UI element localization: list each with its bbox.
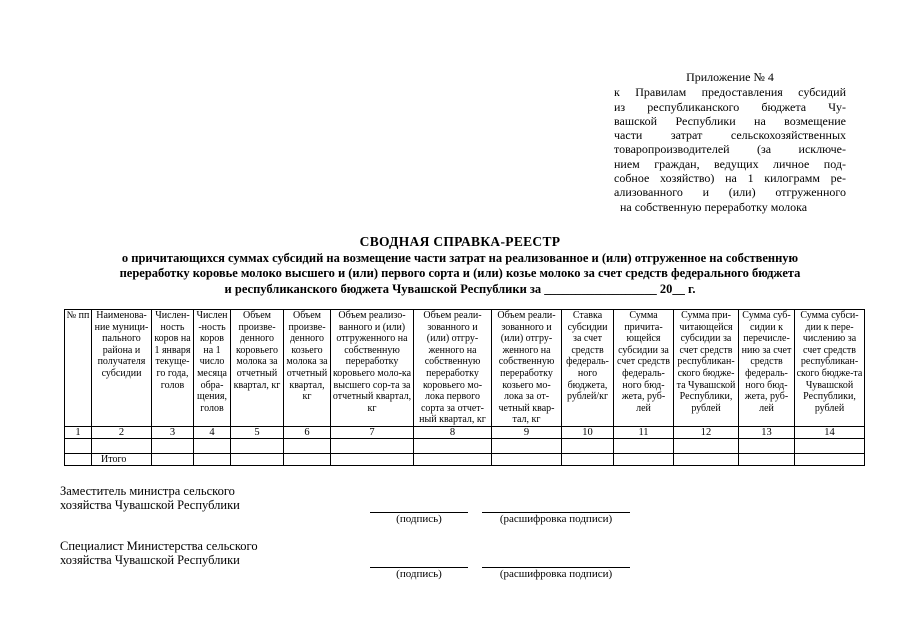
appendix-block (614, 70, 846, 214)
column-number: 1 (65, 427, 92, 439)
column-number: 4 (194, 427, 231, 439)
table-cell (284, 439, 331, 454)
table-cell (331, 454, 414, 466)
table-cell (92, 439, 152, 454)
table-cell (65, 439, 92, 454)
table-cell (194, 454, 231, 466)
column-number: 5 (231, 427, 284, 439)
table-cell (414, 439, 492, 454)
signer-position-line: Специалист Министерства сельского (60, 539, 258, 553)
table-cell (331, 439, 414, 454)
appendix-line: части затрат сельскохозяйственных (614, 128, 846, 143)
signer-position-deputy-minister (60, 484, 240, 512)
column-header: Наименова-ние муници-пального района и получателя субсидии (92, 310, 152, 427)
column-header: Объем произве-денного козьего молока за отчетный квартал, кг (284, 310, 331, 427)
signature-decoding-caption: (расшифровка подписи) (499, 568, 613, 580)
column-number: 2 (92, 427, 152, 439)
document-subtitle-line: переработку коровье молоко высшего и (или) первого сорта и (или) козье молоко за счет средств федерального бюджета (119, 266, 801, 280)
column-number: 6 (284, 427, 331, 439)
appendix-line: собное хозяйство) на 1 килограмм ре- (614, 171, 846, 186)
document-title: СВОДНАЯ СПРАВКА-РЕЕСТР (359, 234, 561, 249)
table-cell (614, 454, 674, 466)
column-header: Объем произве-денного коровьего молока за отчетный квартал, кг (231, 310, 284, 427)
column-number: 8 (414, 427, 492, 439)
table-cell (231, 454, 284, 466)
document-subtitle-line: и республиканского бюджета Чувашской Республики за __________________ 20__ г. (224, 281, 696, 296)
column-header: Сумма причита-ющейся субсидии за счет средств федераль-ного бюд-жета, руб-лей (614, 310, 674, 427)
table-header-row (65, 310, 865, 427)
table-cell (739, 454, 795, 466)
signer-position-line: хозяйства Чувашской Республики (60, 553, 240, 567)
column-number: 3 (152, 427, 194, 439)
table-cell (674, 454, 739, 466)
table-cell (284, 454, 331, 466)
signature-decoding-caption: (расшифровка подписи) (499, 513, 613, 525)
column-number: 10 (562, 427, 614, 439)
appendix-title: Приложение № 4 (686, 70, 774, 84)
table-cell (614, 439, 674, 454)
signature-caption: (подпись) (396, 513, 442, 525)
table-cell (492, 454, 562, 466)
registry-table (64, 309, 865, 466)
document-subtitle-line: о причитающихся суммах субсидий на возмещение части затрат на реализованное и (или) отгруженное на собственную (121, 250, 799, 265)
appendix-line: из республиканского бюджета Чу- (614, 99, 846, 114)
table-cell (674, 439, 739, 454)
table-cell (65, 454, 92, 466)
table-cell (795, 454, 865, 466)
column-number: 12 (674, 427, 739, 439)
column-header: Сумма суб-сидии к перечисле-нию за счет средств федераль-ного бюд-жета, руб-лей (739, 310, 795, 427)
table-cell (194, 439, 231, 454)
signature-caption: (подпись) (396, 568, 442, 580)
column-number: 9 (492, 427, 562, 439)
column-header: Сумма субси-дии к пере-числению за счет средств республикан-ского бюдже-та Чувашской Республики, рублей (795, 310, 865, 427)
table-cell (231, 439, 284, 454)
column-header: Объем реализо-ванного и (или) отгруженного на собственную переработку коровьего моло-ка высшего сор-та за отчетный квартал, кг (331, 310, 414, 427)
appendix-line: к Правилам предоставления субсидий (614, 85, 846, 100)
table-cell (414, 454, 492, 466)
column-header: Сумма при-читающейся субсидии за счет средств республикан-ского бюдже-та Чувашской Республики, рублей (674, 310, 739, 427)
total-label: Итого (92, 454, 152, 466)
signer-position-line: Заместитель министра сельского (60, 484, 235, 498)
column-header: Числен-ность коров на 1 января текуще-го года, голов (152, 310, 194, 427)
column-number: 11 (614, 427, 674, 439)
table-row (65, 439, 865, 454)
document-title-block (40, 234, 880, 297)
column-number: 14 (795, 427, 865, 439)
appendix-line: нием граждан, ведущих личное под- (614, 156, 846, 171)
appendix-line: вашской Республики на возмещение (614, 113, 846, 128)
column-number-row (65, 427, 865, 439)
table-cell (152, 439, 194, 454)
total-row (65, 454, 865, 466)
column-number: 13 (739, 427, 795, 439)
table-cell (739, 439, 795, 454)
appendix-line: товаропроизводителей (за исключе- (614, 142, 846, 157)
column-header: Ставка субсидии за счет средств федераль-ного бюджета, рублей/кг (562, 310, 614, 427)
table-cell (492, 439, 562, 454)
column-number: 7 (331, 427, 414, 439)
table-cell (562, 454, 614, 466)
column-header: Объем реали-зованного и (или) отгру-женного на собственную переработку козьего мо-лока за от-четный квар-тал, кг (492, 310, 562, 427)
table-cell (795, 439, 865, 454)
signer-position-specialist (60, 539, 258, 567)
appendix-line: на собственную переработку молока (620, 199, 808, 214)
appendix-line: ализованного и (или) отгруженного (614, 185, 846, 200)
table-cell (562, 439, 614, 454)
column-header: № пп (65, 310, 92, 427)
signer-position-line: хозяйства Чувашской Республики (60, 498, 240, 512)
table-cell (152, 454, 194, 466)
column-header: Объем реали-зованного и (или) отгру-женного на собственную переработку коровьего мо-лока первого сорта за отчет-ный квартал, кг (414, 310, 492, 427)
column-header: Числен-ность коров на 1 число месяца обра-щения, голов (194, 310, 231, 427)
